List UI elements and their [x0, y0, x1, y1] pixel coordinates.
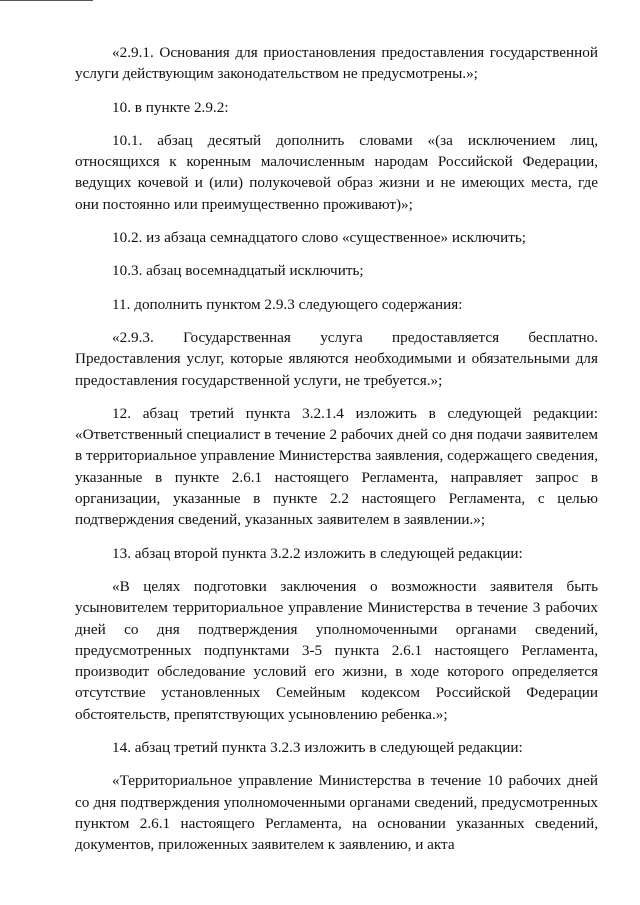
document-page — [75, 42, 598, 856]
paragraph-item-10-2: 10.2. из абзаца семнадцатого слово «существенное» исключить; — [112, 229, 527, 247]
paragraph-item-10-3: 10.3. абзац восемнадцатый исключить; — [112, 262, 364, 280]
scan-edge-line — [0, 0, 93, 1]
paragraph-item-10-1: 10.1. абзац десятый дополнить словами «(за исключением лиц, относящихся к коренным малочисленным народам Российской Федерации, ведущих кочевой и (или) полукочевой образ жизни и не имеющих места, где они постоянно или преимущественно проживают)»; — [75, 131, 598, 213]
paragraph-2-9-1: «2.9.1. Основания для приостановления предоставления государственной услуги действующим законодательством не предусмотрены.»; — [75, 44, 598, 83]
paragraph-item-14-text: «Территориальное управление Министерства в течение 10 рабочих дней со дня подтверждения уполномоченными органами сведений, предусмотренных пунктом 2.6.1 настоящего Регламента, на основании указанных сведений, документов, приложенных заявителем к заявлению, и акта — [75, 772, 598, 854]
paragraph-item-14: 14. абзац третий пункта 3.2.3 изложить в следующей редакции: — [112, 739, 523, 757]
paragraph-item-13: 13. абзац второй пункта 3.2.2 изложить в следующей редакции: — [112, 544, 523, 562]
paragraph-item-10: 10. в пункте 2.9.2: — [112, 98, 229, 116]
paragraph-item-12: 12. абзац третий пункта 3.2.1.4 изложить в следующей редакции: «Ответственный специалист в течение 2 рабочих дней со дня подачи заявителем в территориальное управление Министерства заявления, содержащего сведения, указанные в пункте 2.6.1 настоящего Регламента, направляет запрос в организации, указанные в пункте 2.2 настоящего Регламента, с целью подтверждения сведений, указанных заявителем в заявлении.»; — [75, 404, 598, 529]
paragraph-item-13-text: «В целях подготовки заключения о возможности заявителя быть усыновителем территориальное управление Министерства в течение 3 рабочих дней со дня подтверждения уполномоченными органами сведений, предусмотренных подпунктами 3-5 пункта 2.6.1 настоящего Регламента, производит обследование условий его жизни, в ходе которого определяется отсутствие установленных Семейным кодексом Российской Федерации обстоятельств, препятствующих усыновлению ребенка.»; — [75, 577, 598, 723]
paragraph-item-11: 11. дополнить пунктом 2.9.3 следующего содержания: — [112, 295, 463, 313]
paragraph-2-9-3: «2.9.3. Государственная услуга предоставляется бесплатно. Предоставления услуг, которые являются необходимыми и обязательными для предоставления государственной услуги, не требуется.»; — [75, 328, 598, 389]
